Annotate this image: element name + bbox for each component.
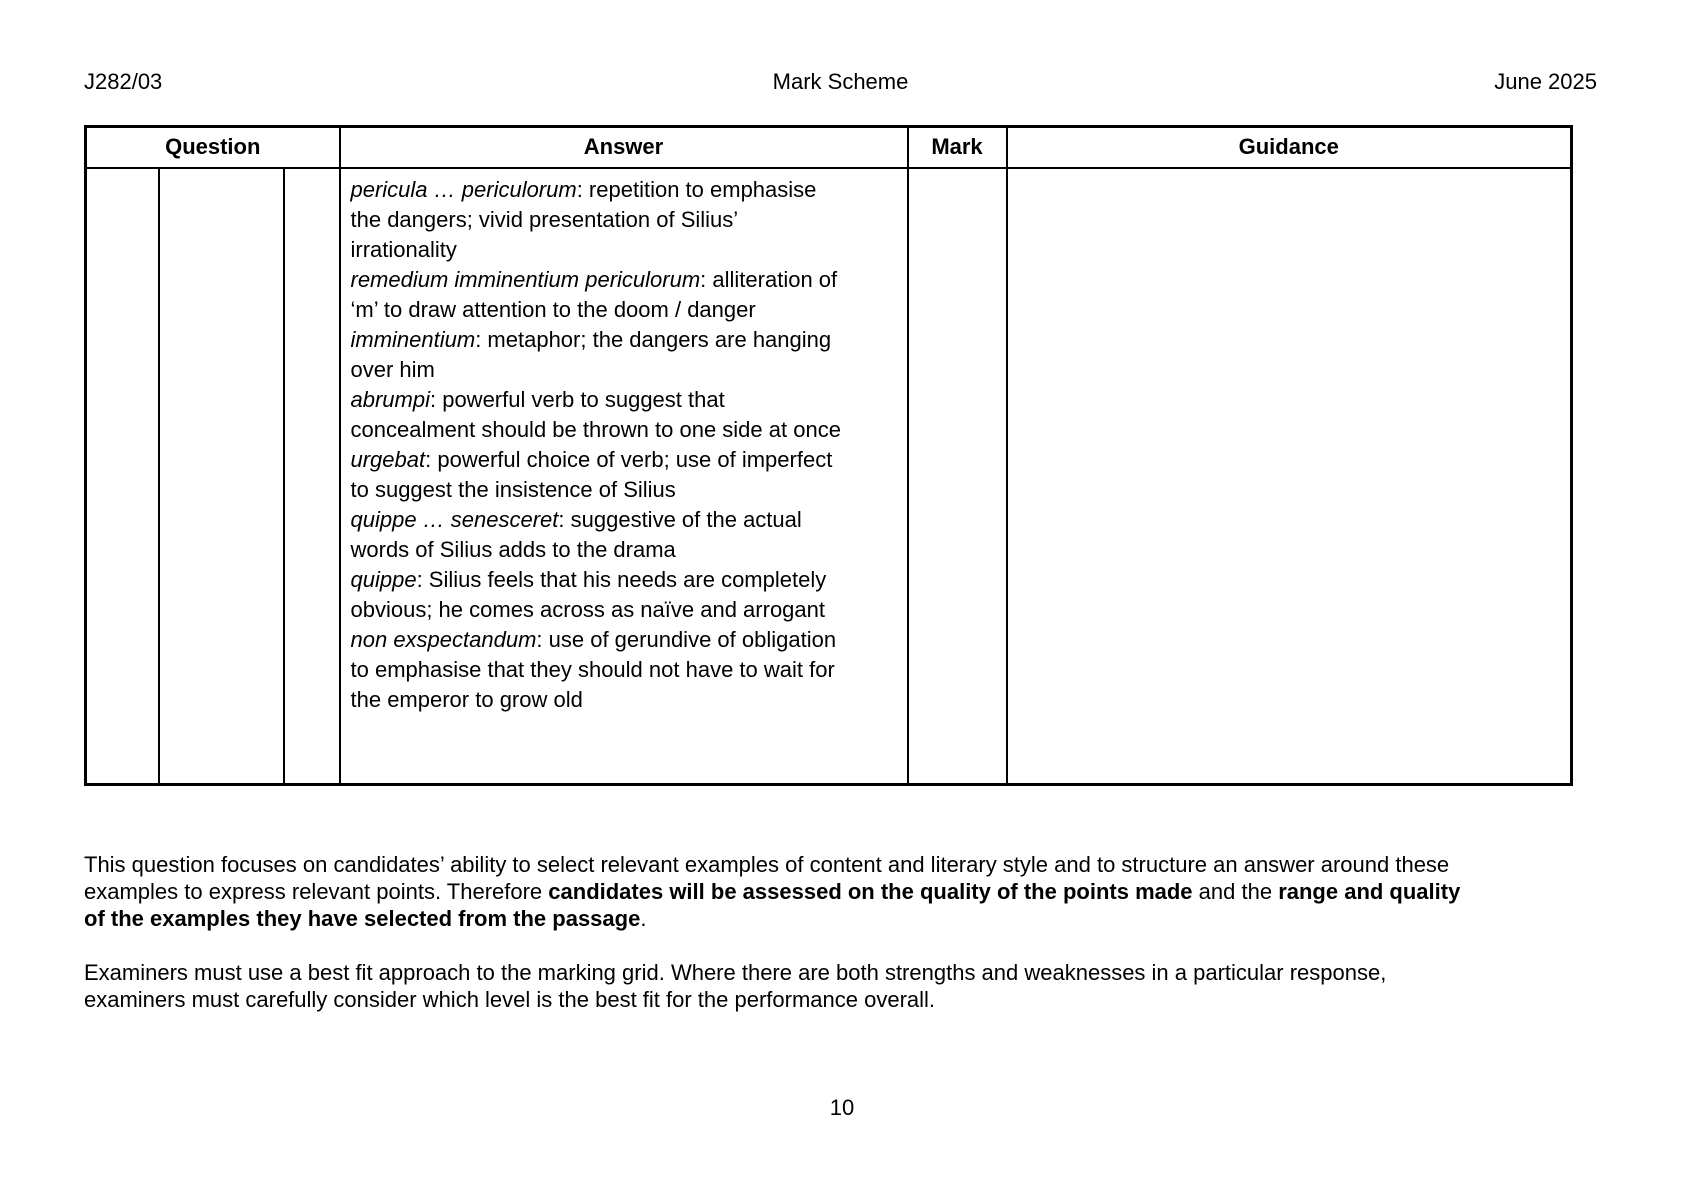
question-number-cell	[86, 168, 159, 785]
column-header-guidance: Guidance	[1007, 127, 1572, 168]
running-head	[84, 70, 1597, 94]
session-date: June 2025	[1494, 69, 1597, 94]
column-header-question: Question	[86, 127, 340, 168]
table-body-row	[86, 168, 1572, 785]
column-header-mark: Mark	[908, 127, 1007, 168]
doc-code: J282/03	[84, 69, 163, 94]
page-title: Mark Scheme	[772, 69, 909, 94]
question-part-cell	[159, 168, 284, 785]
page-footer	[0, 1095, 1684, 1121]
answer-cell: pericula … periculorum: repetition to emphasise the dangers; vivid presentation of Silius’ irrationality remedium imminentium periculorum: alliteration of ‘m’ to draw attention to the doom / danger imminentium: metaphor; the dangers are hanging over him abrumpi: powerful verb to suggest that concealment should be thrown to one side at once urgebat: powerful choice of verb; use of imperfect to suggest the insistence of Silius quippe … senesceret: suggestive of the actual words of Silius adds to the drama quippe: Silius feels that his needs are completely obvious; he comes across as naïve and arrogant non exspectandum: use of gerundive of obligation to emphasise that they should not have to wait for the emperor to grow old	[340, 168, 908, 785]
assessment-focus-paragraph: This question focuses on candidates’ ability to select relevant examples of content and literary style and to structure an answer around these examples to express relevant points. Therefore candidates will be assessed on the quality of the points made and the range and quality of the examples they have selected from the passage.	[84, 852, 1461, 931]
column-header-answer: Answer	[340, 127, 908, 168]
table-header-row	[86, 127, 1572, 168]
best-fit-paragraph: Examiners must use a best fit approach to the marking grid. Where there are both strengths and weaknesses in a particular response, examiners must carefully consider which level is the best fit for the performance overall.	[84, 960, 1387, 1012]
mark-cell	[908, 168, 1007, 785]
examiner-notes	[84, 851, 1597, 1013]
page-number: 10	[829, 1095, 855, 1120]
guidance-cell	[1007, 168, 1572, 785]
mark-scheme-table	[84, 125, 1573, 786]
question-subpart-cell	[284, 168, 340, 785]
